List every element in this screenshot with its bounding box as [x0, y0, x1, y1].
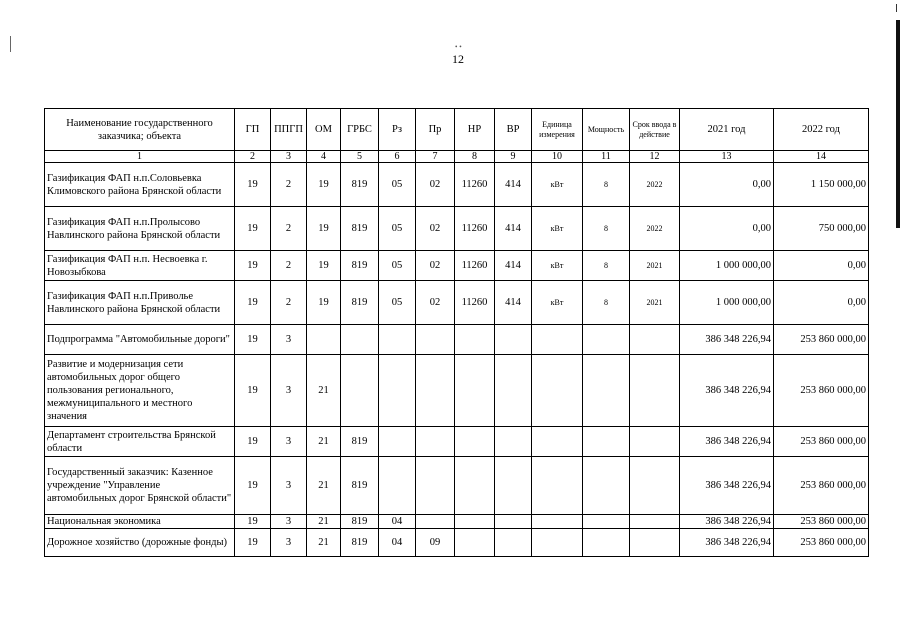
header-capacity: Мощность — [583, 109, 630, 151]
column-number: 2 — [235, 151, 271, 163]
ppgp-cell: 3 — [271, 355, 307, 427]
column-number: 13 — [680, 151, 774, 163]
column-number: 10 — [532, 151, 583, 163]
header-om: ОМ — [307, 109, 341, 151]
vr-cell — [495, 515, 532, 529]
rz-cell: 05 — [379, 163, 416, 207]
pr-cell: 02 — [416, 281, 455, 325]
commissioning-cell: 2021 — [630, 251, 680, 281]
column-number: 9 — [495, 151, 532, 163]
unit-cell — [532, 325, 583, 355]
page-number: 12 — [452, 52, 464, 66]
column-number: 12 — [630, 151, 680, 163]
table-row — [45, 515, 869, 529]
unit-cell — [532, 355, 583, 427]
header-name: Наименование государственного заказчика; объекта — [45, 109, 235, 151]
vr-cell — [495, 355, 532, 427]
commissioning-cell — [630, 325, 680, 355]
amount-2022-cell: 253 860 000,00 — [774, 529, 869, 557]
rz-cell — [379, 325, 416, 355]
amount-2021-cell: 0,00 — [680, 207, 774, 251]
gp-cell: 19 — [235, 529, 271, 557]
om-cell: 19 — [307, 207, 341, 251]
table-row — [45, 355, 869, 427]
commissioning-cell: 2022 — [630, 163, 680, 207]
table-row — [45, 281, 869, 325]
header-pr: Пр — [416, 109, 455, 151]
commissioning-cell — [630, 355, 680, 427]
unit-cell: кВт — [532, 207, 583, 251]
header-unit: Единица измерения — [532, 109, 583, 151]
commissioning-cell — [630, 457, 680, 515]
row-name: Национальная экономика — [45, 515, 235, 529]
budget-table — [44, 108, 869, 557]
ppgp-cell: 3 — [271, 515, 307, 529]
rz-cell: 05 — [379, 207, 416, 251]
unit-cell: кВт — [532, 251, 583, 281]
capacity-cell: 8 — [583, 163, 630, 207]
om-cell: 21 — [307, 355, 341, 427]
om-cell: 21 — [307, 427, 341, 457]
vr-cell — [495, 427, 532, 457]
column-number: 14 — [774, 151, 869, 163]
capacity-cell: 8 — [583, 281, 630, 325]
header-grbs: ГРБС — [341, 109, 379, 151]
grbs-cell: 819 — [341, 529, 379, 557]
om-cell: 19 — [307, 163, 341, 207]
header-nr: НР — [455, 109, 495, 151]
capacity-cell: 8 — [583, 251, 630, 281]
amount-2022-cell: 253 860 000,00 — [774, 515, 869, 529]
unit-cell — [532, 529, 583, 557]
pr-cell: 02 — [416, 251, 455, 281]
header-2022: 2022 год — [774, 109, 869, 151]
amount-2021-cell: 386 348 226,94 — [680, 457, 774, 515]
grbs-cell: 819 — [341, 427, 379, 457]
vr-cell — [495, 325, 532, 355]
grbs-cell: 819 — [341, 251, 379, 281]
nr-cell — [455, 427, 495, 457]
table-row — [45, 457, 869, 515]
header-2021: 2021 год — [680, 109, 774, 151]
pr-cell — [416, 325, 455, 355]
amount-2022-cell: 253 860 000,00 — [774, 427, 869, 457]
amount-2021-cell: 1 000 000,00 — [680, 251, 774, 281]
amount-2021-cell: 386 348 226,94 — [680, 515, 774, 529]
row-name: Газификация ФАП н.п.Соловьевка Климовского района Брянской области — [45, 163, 235, 207]
ppgp-cell: 3 — [271, 457, 307, 515]
column-number: 1 — [45, 151, 235, 163]
nr-cell — [455, 355, 495, 427]
vr-cell: 414 — [495, 281, 532, 325]
unit-cell: кВт — [532, 281, 583, 325]
om-cell: 21 — [307, 457, 341, 515]
amount-2021-cell: 386 348 226,94 — [680, 325, 774, 355]
row-name: Дорожное хозяйство (дорожные фонды) — [45, 529, 235, 557]
table-row — [45, 427, 869, 457]
column-number: 8 — [455, 151, 495, 163]
gp-cell: 19 — [235, 163, 271, 207]
nr-cell: 11260 — [455, 207, 495, 251]
header-rz: Рз — [379, 109, 416, 151]
gp-cell: 19 — [235, 251, 271, 281]
om-cell: 19 — [307, 251, 341, 281]
commissioning-cell: 2021 — [630, 281, 680, 325]
vr-cell: 414 — [495, 207, 532, 251]
page-dots: • • — [455, 43, 462, 51]
commissioning-cell: 2022 — [630, 207, 680, 251]
capacity-cell — [583, 427, 630, 457]
capacity-cell — [583, 325, 630, 355]
table-header-row — [45, 109, 869, 151]
unit-cell — [532, 515, 583, 529]
capacity-cell — [583, 457, 630, 515]
header-commissioning: Срок ввода в действие — [630, 109, 680, 151]
amount-2022-cell: 0,00 — [774, 281, 869, 325]
commissioning-cell — [630, 515, 680, 529]
scan-artifact-left — [10, 36, 11, 52]
rz-cell: 04 — [379, 515, 416, 529]
gp-cell: 19 — [235, 515, 271, 529]
rz-cell: 04 — [379, 529, 416, 557]
column-number: 11 — [583, 151, 630, 163]
row-name: Газификация ФАП н.п.Пролысово Навлинского района Брянской области — [45, 207, 235, 251]
amount-2022-cell: 253 860 000,00 — [774, 325, 869, 355]
unit-cell — [532, 427, 583, 457]
grbs-cell — [341, 325, 379, 355]
rz-cell — [379, 427, 416, 457]
pr-cell: 09 — [416, 529, 455, 557]
pr-cell — [416, 355, 455, 427]
grbs-cell — [341, 355, 379, 427]
amount-2021-cell: 386 348 226,94 — [680, 355, 774, 427]
gp-cell: 19 — [235, 281, 271, 325]
pr-cell — [416, 457, 455, 515]
ppgp-cell: 2 — [271, 251, 307, 281]
pr-cell: 02 — [416, 207, 455, 251]
scan-artifact-right — [896, 20, 900, 228]
commissioning-cell — [630, 529, 680, 557]
nr-cell: 11260 — [455, 163, 495, 207]
pr-cell: 02 — [416, 163, 455, 207]
vr-cell — [495, 457, 532, 515]
grbs-cell: 819 — [341, 515, 379, 529]
vr-cell — [495, 529, 532, 557]
column-number: 7 — [416, 151, 455, 163]
vr-cell: 414 — [495, 163, 532, 207]
gp-cell: 19 — [235, 325, 271, 355]
header-ppgp: ППГП — [271, 109, 307, 151]
table-row — [45, 163, 869, 207]
rz-cell — [379, 355, 416, 427]
gp-cell: 19 — [235, 457, 271, 515]
amount-2021-cell: 386 348 226,94 — [680, 427, 774, 457]
header-vr: ВР — [495, 109, 532, 151]
amount-2022-cell: 253 860 000,00 — [774, 355, 869, 427]
nr-cell — [455, 529, 495, 557]
pr-cell — [416, 427, 455, 457]
om-cell: 21 — [307, 529, 341, 557]
header-gp: ГП — [235, 109, 271, 151]
capacity-cell: 8 — [583, 207, 630, 251]
table-row — [45, 325, 869, 355]
amount-2022-cell: 750 000,00 — [774, 207, 869, 251]
ppgp-cell: 3 — [271, 529, 307, 557]
grbs-cell: 819 — [341, 207, 379, 251]
table-row — [45, 207, 869, 251]
column-number: 5 — [341, 151, 379, 163]
gp-cell: 19 — [235, 427, 271, 457]
nr-cell: 11260 — [455, 281, 495, 325]
column-number: 3 — [271, 151, 307, 163]
grbs-cell: 819 — [341, 163, 379, 207]
unit-cell: кВт — [532, 163, 583, 207]
ppgp-cell: 2 — [271, 163, 307, 207]
nr-cell — [455, 515, 495, 529]
table-row — [45, 529, 869, 557]
capacity-cell — [583, 529, 630, 557]
ppgp-cell: 2 — [271, 207, 307, 251]
amount-2021-cell: 0,00 — [680, 163, 774, 207]
column-number: 6 — [379, 151, 416, 163]
om-cell: 19 — [307, 281, 341, 325]
gp-cell: 19 — [235, 207, 271, 251]
unit-cell — [532, 457, 583, 515]
capacity-cell — [583, 355, 630, 427]
table-row — [45, 251, 869, 281]
ppgp-cell: 2 — [271, 281, 307, 325]
row-name: Газификация ФАП н.п.Приволье Навлинского района Брянской области — [45, 281, 235, 325]
amount-2021-cell: 386 348 226,94 — [680, 529, 774, 557]
row-name: Подпрограмма "Автомобильные дороги" — [45, 325, 235, 355]
commissioning-cell — [630, 427, 680, 457]
row-name: Государственный заказчик: Казенное учреждение "Управление автомобильных дорог Брянской области" — [45, 457, 235, 515]
rz-cell: 05 — [379, 281, 416, 325]
ppgp-cell: 3 — [271, 325, 307, 355]
gp-cell: 19 — [235, 355, 271, 427]
rz-cell — [379, 457, 416, 515]
amount-2022-cell: 253 860 000,00 — [774, 457, 869, 515]
grbs-cell: 819 — [341, 281, 379, 325]
ppgp-cell: 3 — [271, 427, 307, 457]
rz-cell: 05 — [379, 251, 416, 281]
amount-2022-cell: 1 150 000,00 — [774, 163, 869, 207]
capacity-cell — [583, 515, 630, 529]
nr-cell: 11260 — [455, 251, 495, 281]
amount-2021-cell: 1 000 000,00 — [680, 281, 774, 325]
column-number: 4 — [307, 151, 341, 163]
grbs-cell: 819 — [341, 457, 379, 515]
vr-cell: 414 — [495, 251, 532, 281]
om-cell: 21 — [307, 515, 341, 529]
om-cell — [307, 325, 341, 355]
column-number-row — [45, 151, 869, 163]
amount-2022-cell: 0,00 — [774, 251, 869, 281]
nr-cell — [455, 457, 495, 515]
row-name: Развитие и модернизация сети автомобильных дорог общего пользования регионального, межмуниципального и местного значения — [45, 355, 235, 427]
row-name: Департамент строительства Брянской области — [45, 427, 235, 457]
row-name: Газификация ФАП н.п. Несвоевка г. Новозыбкова — [45, 251, 235, 281]
pr-cell — [416, 515, 455, 529]
nr-cell — [455, 325, 495, 355]
scan-artifact-tick — [896, 4, 897, 12]
